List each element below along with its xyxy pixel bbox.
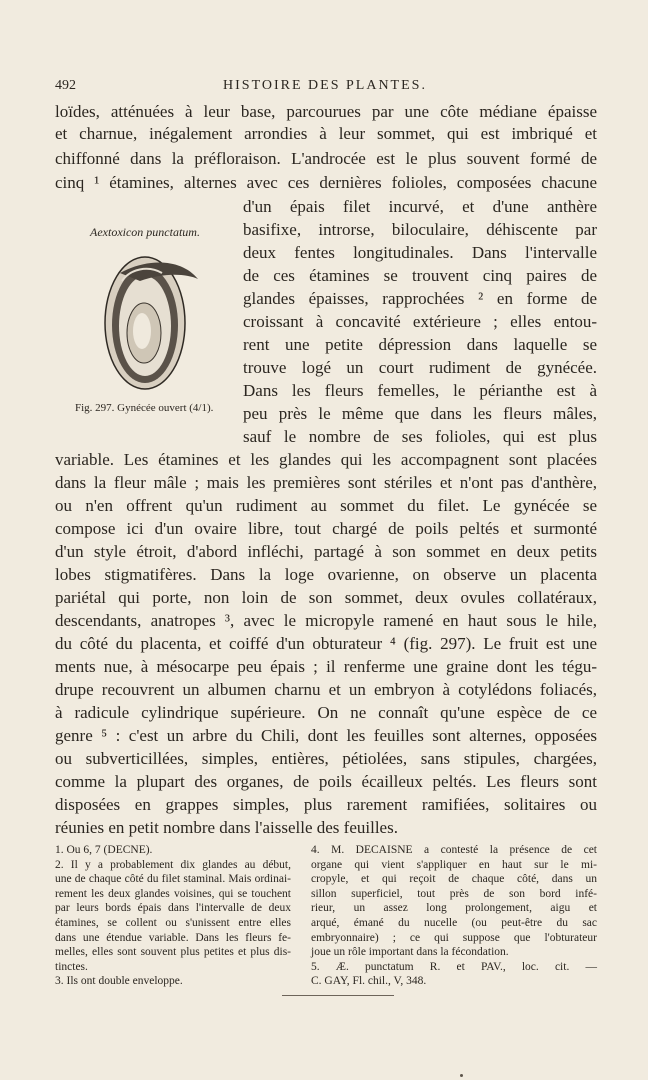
ovule-highlight (133, 313, 151, 349)
running-title: HISTOIRE DES PLANTES. (223, 78, 427, 93)
footnote-line: dans une étendue variable. Dans les fleurs fe- (55, 932, 291, 944)
figure-label: Aextoxicon punctatum. (90, 225, 200, 239)
body-line: du côté du placenta, et coiffé d'un obturateur ⁴ (fig. 297). Le fruit est une (55, 634, 597, 653)
body-line: dans la fleur mâle ; mais les premières sont stériles et n'ont pas d'anthère, (55, 473, 597, 492)
footnote-line: rement les deux glandes voisines, qui se touchent (55, 888, 291, 900)
body-line: à radicule cylindrique supérieure. On ne connaît qu'une espèce de ce (55, 703, 597, 722)
body-line: variable. Les étamines et les glandes qui les accompagnent sont placées (55, 450, 597, 469)
body-line: croissant à concavité extérieure ; elles entou- (243, 312, 597, 331)
body-line: comme la plupart des organes, de poils écailleux peltés. Les fleurs sont (55, 772, 597, 791)
body-line: trouve logé un court rudiment de gynécée. (243, 358, 597, 377)
footnote-line: melles, elles sont souvent plus petites et plus dis- (55, 946, 291, 958)
figure-caption: Fig. 297. Gynécée ouvert (4/1). (75, 402, 214, 414)
page-number: 492 (55, 78, 76, 93)
body-line: pariétal qui porte, non loin de son sommet, deux ovules collatéraux, (55, 588, 597, 607)
body-line: genre ⁵ : c'est un arbre du Chili, dont les feuilles sont alternes, opposées (55, 726, 597, 745)
footnote-line: par leurs bords épais dans l'intervalle de deux (55, 902, 291, 914)
footnote-line: tinctes. (55, 961, 88, 973)
print-speck (460, 1074, 463, 1077)
body-line-fragment: ments nue, à mésocarpe peu épais ; il renferme une graine dont les tégu- (55, 657, 597, 676)
gynoecium-figure (100, 251, 200, 391)
body-line: Dans les fleurs femelles, le périanthe est à (243, 381, 597, 400)
footnote-line: une de chaque côté du filet staminal. Mais ordinai- (55, 873, 291, 885)
body-line: ou subverticillées, simples, entières, pétiolées, sans stipules, chargées, (55, 749, 597, 768)
body-line: sauf le nombre de ses folioles, qui est plus (243, 427, 597, 446)
body-line: basifixe, introrse, biloculaire, déhiscente par (243, 220, 597, 239)
body-line: compose ici d'un ovaire libre, tout chargé de poils peltés et surmonté (55, 519, 597, 538)
body-line: rent une petite dépression dans laquelle se (243, 335, 597, 354)
footnote-line: 1. Ou 6, 7 (DECNE). (55, 844, 153, 856)
footnote-line: C. GAY, Fl. chil., V, 348. (311, 975, 427, 987)
body-line: et charnue, inégalement arrondies à leur sommet, qui est imbriqué et (55, 124, 597, 143)
body-line: réunies en petit nombre dans l'aisselle des feuilles. (55, 818, 398, 837)
caption-scale: 4/1 (192, 402, 207, 414)
body-line: glandes épaisses, rapprochées ² en forme de (243, 289, 597, 308)
footnote-line: 3. Ils ont double enveloppe. (55, 975, 183, 987)
footnote-line: embryonnaire) ; ce qui suppose que l'obturateur (311, 932, 597, 944)
footnote-line: arqué, émané du nucelle (ou peut-être du sac (311, 917, 597, 929)
body-line: ou n'en offrent qu'un rudiment au sommet du filet. Le gynécée se (55, 496, 597, 515)
footnote-line: rieur, un assez long prolongement, aigu et (311, 902, 597, 914)
body-line: deux fentes longitudinales. Dans l'intervalle (243, 243, 597, 262)
body-line: chiffonné dans la préfloraison. L'androcée est le plus souvent formé de (55, 149, 597, 168)
footnote-line: 4. M. DECAISNE a contesté la présence de cet (311, 844, 597, 856)
footnote-line: 5. Æ. punctatum R. et PAV., loc. cit. — (311, 961, 597, 973)
running-header (55, 78, 595, 98)
body-line: d'un style étroit, d'abord infléchi, partagé à son sommet en deux petits (55, 542, 597, 561)
footnote-line: cropyle, et qui reçoit de chaque côté, dans un (311, 873, 597, 885)
body-line: peu près le même que dans les fleurs mâles, (243, 404, 597, 423)
footnote-line: joue un rôle important dans la fécondation. (311, 946, 509, 958)
body-line: de ces étamines se trouvent cinq paires de (243, 266, 597, 285)
body-line: drupe recouvrent un albumen charnu et un embryon à cotylédons foliacés, (55, 680, 597, 699)
footnote-separator-rule (282, 995, 394, 996)
body-line: loïdes, atténuées à leur base, parcourues par une côte médiane épaisse (55, 102, 597, 121)
body-line: d'un épais filet incurvé, et d'une anthère (243, 197, 597, 216)
body-line: cinq ¹ étamines, alternes avec ces dernières folioles, composées chacune (55, 173, 597, 192)
footnote-line: sillon superficiel, tout près de son bord infé- (311, 888, 597, 900)
footnote-line: étamines, se collent ou s'unissent entre elles (55, 917, 291, 929)
body-line: disposées en grappes simples, plus rarement ramifiées, solitaires ou (55, 795, 597, 814)
body-line: descendants, anatropes ³, avec le micropyle ramené en haut sous le hile, (55, 611, 597, 630)
footnote-line: 2. Il y a probablement dix glandes au début, (55, 859, 291, 871)
footnote-line: organe qui vient s'appliquer en haut sur le mi- (311, 859, 597, 871)
body-line: lobes stigmatifères. Dans la loge ovarienne, on observe un placenta (55, 565, 597, 584)
